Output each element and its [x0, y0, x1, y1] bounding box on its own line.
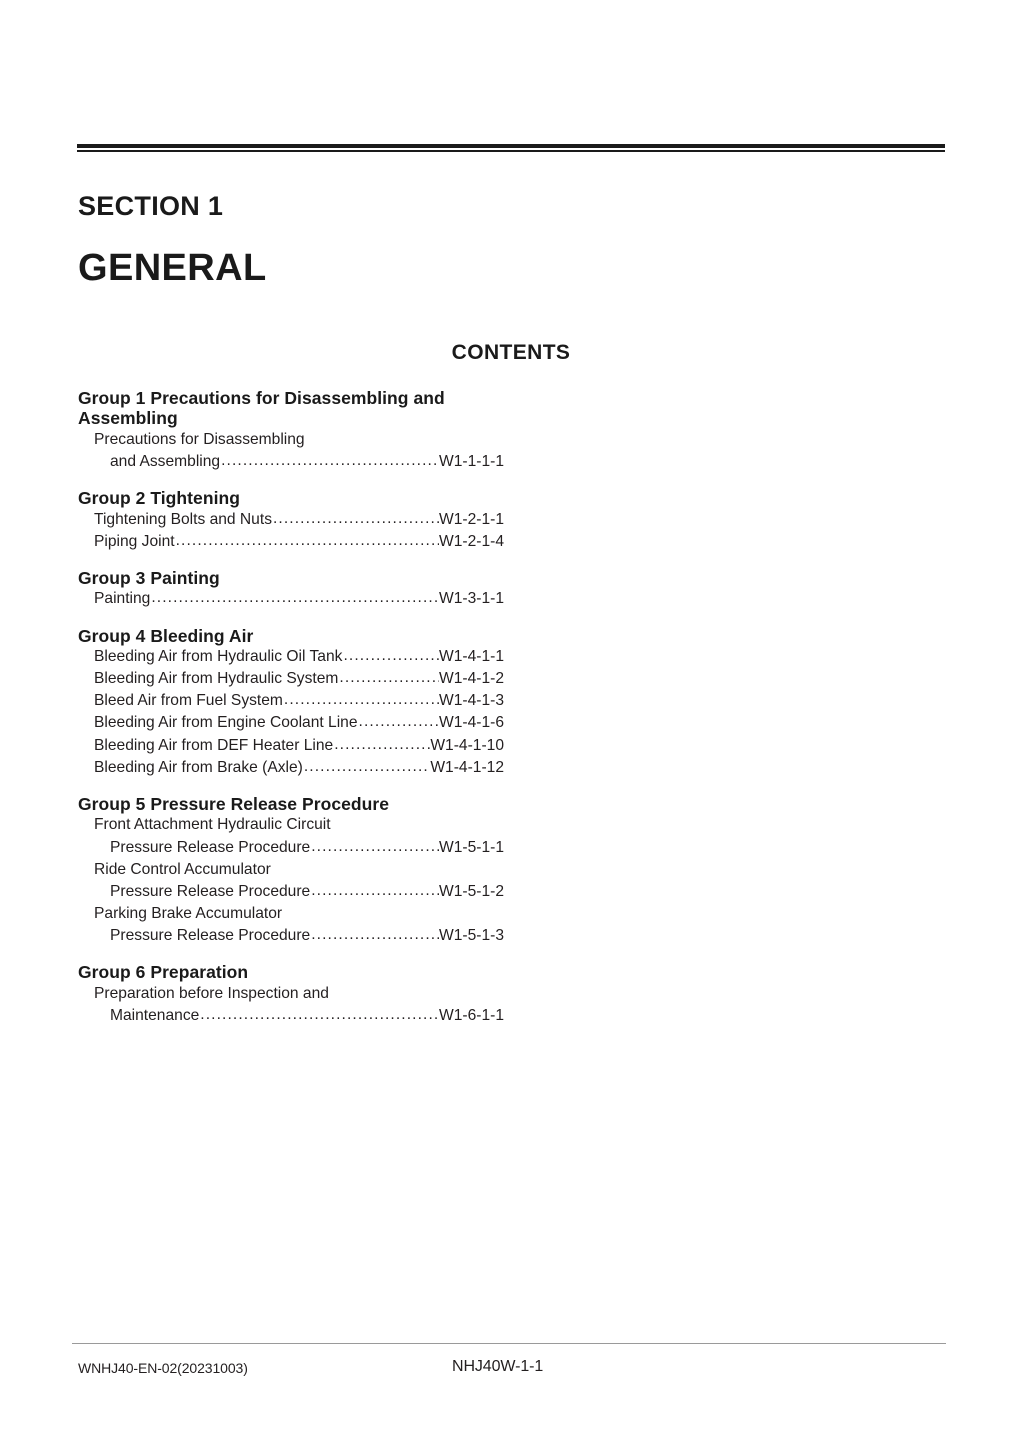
toc-entry-label: Bleeding Air from Hydraulic System	[94, 670, 339, 688]
toc-dot-leader	[284, 689, 439, 711]
toc-entry-reference: W1-4-1-2	[439, 670, 504, 688]
toc-entry[interactable]	[78, 735, 504, 757]
toc-entry-label: Ride Control Accumulator	[94, 860, 271, 878]
toc-dot-leader	[273, 508, 439, 530]
toc-entry-label: Preparation before Inspection and	[94, 984, 329, 1002]
toc-entry-label: Bleeding Air from DEF Heater Line	[94, 736, 334, 754]
toc-entry-reference: W1-5-1-1	[439, 838, 504, 856]
toc-group-heading[interactable]: Group 4 Bleeding Air	[78, 625, 254, 646]
toc-dot-leader	[221, 450, 439, 472]
toc-entry-reference: W1-5-1-2	[439, 882, 504, 900]
toc-entry[interactable]	[78, 690, 504, 712]
toc-entry-reference: W1-3-1-1	[439, 590, 504, 608]
toc-entry-label: Pressure Release Procedure	[110, 838, 311, 856]
toc-dot-leader	[200, 1004, 439, 1026]
toc-entry[interactable]	[78, 881, 504, 903]
toc-entry-label: Bleed Air from Fuel System	[94, 692, 283, 710]
toc-entry[interactable]	[78, 1005, 504, 1027]
toc-dot-leader	[359, 711, 439, 733]
toc-entry[interactable]	[78, 903, 504, 925]
toc-entry-label: Tightening Bolts and Nuts	[94, 510, 272, 528]
toc-entry-reference: W1-4-1-3	[439, 692, 504, 710]
toc-group-heading[interactable]: Group 6 Preparation	[78, 962, 249, 983]
toc-dot-leader	[343, 645, 439, 667]
toc-entry[interactable]	[78, 925, 504, 947]
toc-group-heading[interactable]: Group 2 Tightening	[78, 488, 240, 509]
header-rule-thin	[77, 150, 945, 152]
toc-entry[interactable]	[78, 757, 504, 779]
toc-entry[interactable]	[78, 531, 504, 553]
toc-entry-label: Piping Joint	[94, 532, 175, 550]
toc-entry[interactable]	[78, 837, 504, 859]
table-of-contents	[78, 388, 504, 1027]
toc-dot-leader	[311, 924, 439, 946]
toc-group-heading[interactable]: Group 1 Precautions for Disassembling and Assembling	[78, 388, 445, 429]
toc-entry-label: Precautions for Disassembling	[94, 430, 305, 448]
toc-entry[interactable]	[78, 668, 504, 690]
section-label: SECTION 1	[78, 191, 224, 221]
contents-heading: CONTENTS	[451, 341, 571, 364]
toc-entry-label: Bleeding Air from Hydraulic Oil Tank	[94, 648, 343, 666]
toc-dot-leader	[176, 530, 439, 552]
toc-dot-leader	[304, 756, 430, 778]
toc-entry-reference: W1-5-1-3	[439, 927, 504, 945]
toc-dot-leader	[311, 836, 439, 858]
toc-entry[interactable]	[78, 814, 504, 836]
toc-entry-label: Pressure Release Procedure	[110, 882, 311, 900]
toc-entry-label: Bleeding Air from Brake (Axle)	[94, 758, 303, 776]
toc-entry-label: Pressure Release Procedure	[110, 927, 311, 945]
toc-group-heading[interactable]: Group 3 Painting	[78, 567, 220, 588]
toc-entry[interactable]	[78, 859, 504, 881]
toc-entry[interactable]	[78, 983, 504, 1005]
toc-entry-label: Bleeding Air from Engine Coolant Line	[94, 714, 358, 732]
toc-entry-reference: W1-4-1-1	[439, 648, 504, 666]
toc-entry[interactable]	[78, 712, 504, 734]
toc-group-heading[interactable]: Group 5 Pressure Release Procedure	[78, 793, 390, 814]
toc-entry-reference: W1-4-1-10	[430, 736, 504, 754]
toc-entry-reference: W1-1-1-1	[439, 453, 504, 471]
toc-entry[interactable]	[78, 509, 504, 531]
toc-entry[interactable]	[78, 646, 504, 668]
toc-entry-label: and Assembling	[110, 453, 221, 471]
footer-document-code: WNHJ40-EN-02(20231003)	[78, 1360, 248, 1376]
toc-entry-reference: W1-6-1-1	[439, 1006, 504, 1024]
toc-entry-label: Maintenance	[110, 1006, 200, 1024]
footer-page-number: NHJ40W-1-1	[452, 1358, 544, 1375]
toc-entry-label: Painting	[94, 590, 151, 608]
page-title: GENERAL	[78, 247, 267, 289]
toc-entry-label: Parking Brake Accumulator	[94, 904, 283, 922]
toc-entry[interactable]	[78, 588, 504, 610]
toc-entry-reference: W1-2-1-1	[439, 510, 504, 528]
toc-entry[interactable]	[78, 451, 504, 473]
footer-rule	[72, 1343, 946, 1344]
toc-dot-leader	[334, 734, 430, 756]
toc-dot-leader	[339, 667, 439, 689]
header-double-rule	[77, 144, 945, 154]
toc-entry-label: Front Attachment Hydraulic Circuit	[94, 816, 331, 834]
toc-dot-leader	[311, 880, 439, 902]
toc-entry-reference: W1-4-1-6	[439, 714, 504, 732]
toc-entry[interactable]	[78, 429, 504, 451]
toc-entry-reference: W1-4-1-12	[430, 758, 504, 776]
toc-dot-leader	[151, 587, 439, 609]
toc-entry-reference: W1-2-1-4	[439, 532, 504, 550]
